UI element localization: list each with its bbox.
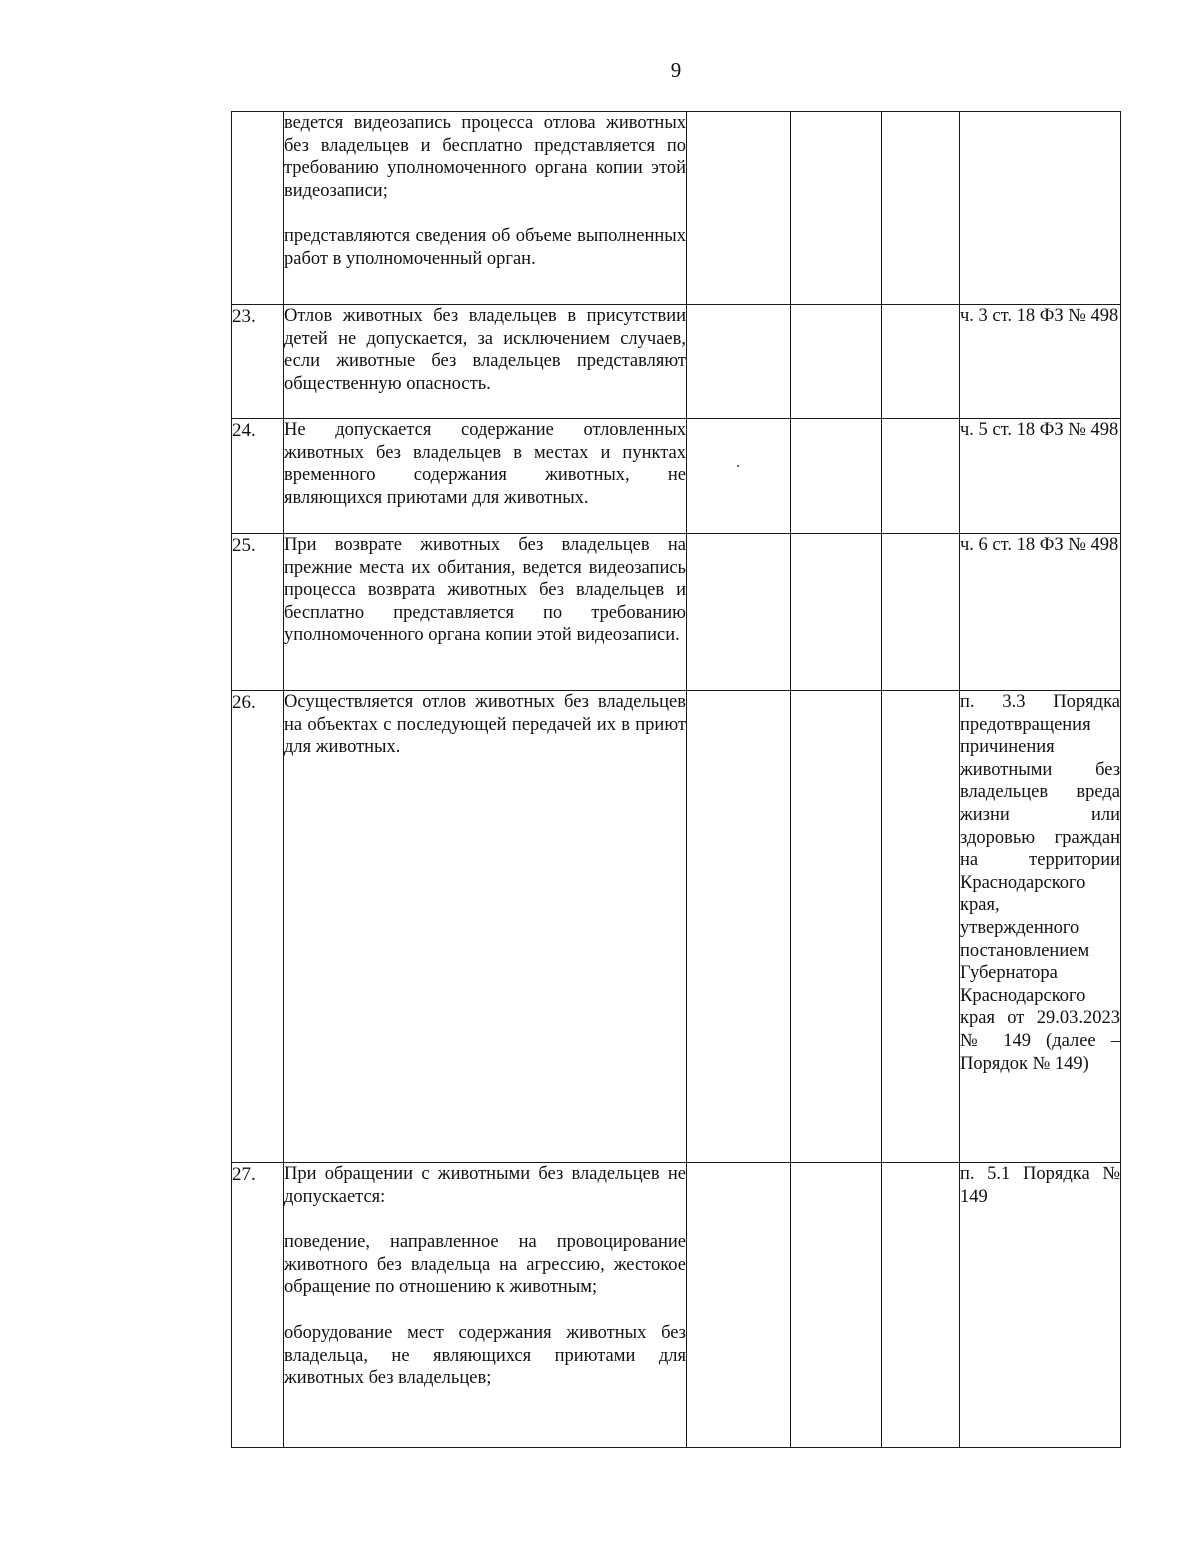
row-number: 23. [232,305,284,419]
requirement-paragraph: ведется видеозапись процесса отлова животных без владельцев и бесплатно представляется по требованию уполномоченного органа копии этой видеозаписи; [284,113,686,201]
empty-cell [791,534,882,691]
requirement-cell [284,1163,687,1448]
requirement-paragraph: При возврате животных без владельцев на прежние места их обитания, ведется видеозапись процесса возврата животных без владельцев и бесплатно представляется по требованию уполномоченного органа копии этой видеозаписи. [284,535,686,646]
legal-reference: ч. 3 ст. 18 ФЗ № 498 [960,305,1121,419]
row-number: 24. [232,419,284,534]
empty-cell [791,1163,882,1448]
table-row [232,112,1121,305]
table-row [232,691,1121,1163]
row-number [232,112,284,305]
requirement-cell [284,691,687,1163]
requirement-paragraph: представляются сведения об объеме выполненных работ в уполномоченный орган. [284,226,686,269]
empty-cell [791,691,882,1163]
legal-reference: ч. 5 ст. 18 ФЗ № 498 [960,419,1121,534]
requirement-paragraph: поведение, направленное на провоцирование животного без владельца на агрессию, жестокое обращение по отношению к животным; [284,1232,686,1298]
empty-cell [791,305,882,419]
empty-cell [687,419,791,534]
checklist-table [231,111,1121,1448]
table-row [232,1163,1121,1448]
empty-cell [882,1163,960,1448]
empty-cell [687,305,791,419]
table-row [232,534,1121,691]
legal-reference: ч. 6 ст. 18 ФЗ № 498 [960,534,1121,691]
legal-reference: п. 5.1 Порядка № 149 [960,1163,1121,1448]
empty-cell [882,112,960,305]
empty-cell [882,691,960,1163]
empty-cell [882,305,960,419]
page-number: 9 [670,58,682,82]
row-number: 26. [232,691,284,1163]
table-row [232,305,1121,419]
requirement-paragraph: оборудование мест содержания животных без владельца, не являющихся приютами для животных без владельцев; [284,1322,686,1389]
empty-cell [882,419,960,534]
empty-cell [882,534,960,691]
requirement-cell [284,419,687,534]
empty-cell [791,112,882,305]
empty-cell [687,112,791,305]
requirement-cell [284,305,687,419]
row-number: 27. [232,1163,284,1448]
requirement-paragraph: Не допускается содержание отловленных животных без владельцев в местах и пунктах временного содержания животных, не являющихся приютами для животных. [284,420,686,508]
empty-cell [791,419,882,534]
empty-cell [687,1163,791,1448]
table-row [232,419,1121,534]
scan-speck [737,465,739,467]
row-number: 25. [232,534,284,691]
requirement-cell [284,534,687,691]
requirement-cell [284,112,687,305]
requirement-paragraph: Осуществляется отлов животных без владельцев на объектах с последующей передачей их в приют для животных. [284,692,686,758]
legal-reference: п. 3.3 Порядка предотвращения причинения животными без владельцев вреда жизни или здоровью граждан на территории Краснодарского края, утвержденного постановлением Губернатора Краснодарского края от 29.03.2023 № 149 (далее – Порядок № 149) [960,691,1121,1163]
requirement-paragraph: При обращении с животными без владельцев не допускается: [284,1164,686,1207]
empty-cell [687,534,791,691]
legal-reference [960,112,1121,305]
empty-cell [687,691,791,1163]
requirement-paragraph: Отлов животных без владельцев в присутствии детей не допускается, за исключением случаев, если животные без владельцев представляют общественную опасность. [284,306,686,394]
